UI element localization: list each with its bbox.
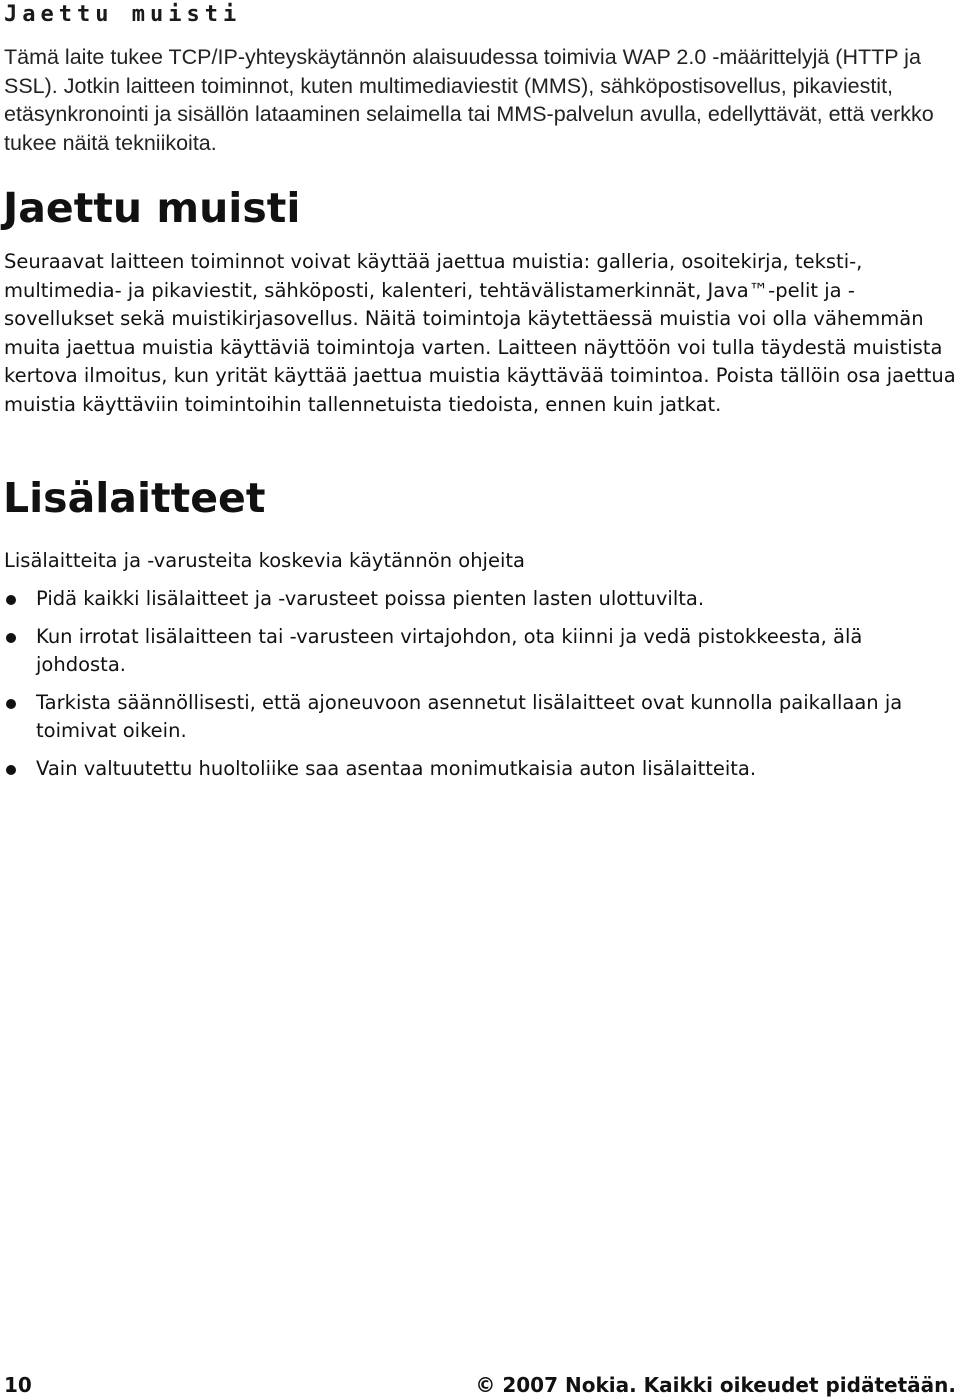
accessories-heading: Lisälaitteet: [3, 474, 266, 522]
bullet-dot-icon: [6, 595, 16, 605]
list-item-text: Vain valtuutettu huoltoliike saa asentaa monimutkaisia auton lisälaitteita.: [36, 756, 757, 780]
list-item: [0, 623, 956, 680]
accessories-bullet-list: [0, 585, 956, 792]
list-item-text: Kun irrotat lisälaitteen tai -varusteen virtajohdon, ota kiinni ja vedä pistokkeesta, älä johdosta.: [36, 624, 863, 676]
bullet-dot-icon: [6, 633, 16, 643]
list-item: [0, 689, 956, 746]
copyright-notice: © 2007 Nokia. Kaikki oikeudet pidätetään.: [475, 1373, 956, 1397]
running-header: Jaettu muisti: [4, 2, 242, 27]
bullet-dot-icon: [6, 765, 16, 775]
list-item: [0, 585, 956, 614]
page-number: 10: [4, 1373, 32, 1397]
intro-paragraph: Tämä laite tukee TCP/IP-yhteyskäytännön alaisuudessa toimivia WAP 2.0 -määrittelyjä (HTTP ja SSL). Jotkin laitteen toiminnot, kuten multimediaviestit (MMS), sähköpostisovellus, pikaviestit, etäsynkronointi ja sisällön lataaminen selaimella tai MMS-palvelun avulla, edellyttävät, että verkko tukee näitä tekniikoita.: [4, 45, 934, 155]
shared-memory-heading: Jaettu muisti: [3, 184, 301, 232]
bullet-dot-icon: [6, 699, 16, 709]
list-item-text: Pidä kaikki lisälaitteet ja -varusteet poissa pienten lasten ulottuvilta.: [36, 587, 705, 610]
list-item-text: Tarkista säännöllisesti, että ajoneuvoon asennetut lisälaitteet ovat kunnolla paikallaan ja toimivat oikein.: [36, 690, 903, 742]
accessories-lead: Lisälaitteita ja -varusteita koskevia käytännön ohjeita: [4, 549, 525, 572]
list-item: [0, 755, 956, 784]
shared-memory-paragraph: Seuraavat laitteen toiminnot voivat käyttää jaettua muistia: galleria, osoitekirja, teksti-, multimedia- ja pikaviestit, sähköposti, kalenteri, tehtävälistamerkinnät, Java™-pelit ja -sovellukset sekä muistikirjasovellus. Näitä toimintoja käytettäessä muistia voi olla vähemmän muita jaettua muistia käyttäviä toimintoja varten. Laitteen näyttöön voi tulla täydestä muistista kertova ilmoitus, kun yrität käyttää jaettua muistia käyttävää toimintoa. Poista tällöin osa jaettua muistia käyttäviin toimintoihin tallennetuista tiedoista, ennen kuin jatkat.: [4, 250, 956, 416]
